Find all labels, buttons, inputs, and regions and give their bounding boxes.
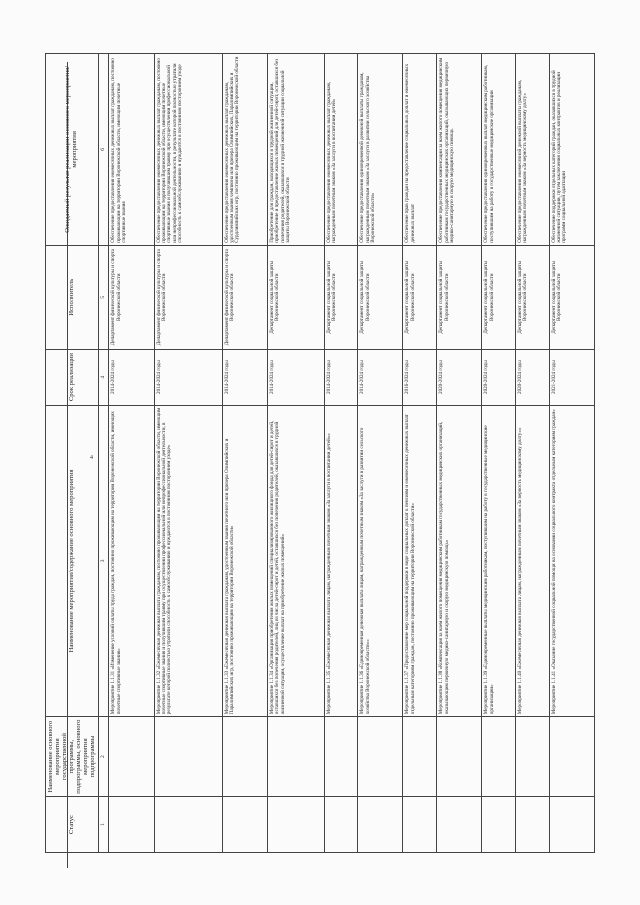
result-cell: Обеспечение предоставления ежемесячных денежных выплат гражданам, награжденным почетным знаком «За заслуги в воспитании детей» (324, 53, 358, 245)
table-row (403, 53, 437, 852)
header-executor: Исполнитель (46, 245, 99, 349)
status-cell (222, 796, 267, 852)
result-cell: Обеспечение предоставления ежемесячных денежных выплат гражданам, удостоенным звания чемпиона или призера Олимпийских, Паралимпийских и Сурдлимпийских игр, постоянно проживающим на территории Воронежской области (222, 53, 267, 245)
rotated-table-wrapper (45, 53, 595, 853)
name-cell (437, 716, 482, 796)
term-cell: 2014-2024 годы (358, 349, 403, 405)
event-cell: Мероприятие 1.1.35 «Ежемесячная денежная выплата лицам, награжденным почетным знаком «За заслуги в воспитании детей»» (324, 405, 358, 717)
status-cell (437, 796, 482, 852)
status-cell (403, 796, 437, 852)
col-number: 5 (99, 245, 109, 349)
header-result: Ожидаемый результат реализации основного мероприятия/ мероприятия (46, 53, 99, 245)
event-cell: Мероприятие 1.1.40 «Ежемесячная денежная выплата лицам, награжденным почетным знаком «За верность медицинскому долгу»» (516, 405, 550, 717)
header-term: Срок реализации (46, 349, 99, 405)
result-cell: Обеспечение поддержки отдельных категорий граждан, оказавшихся в трудной жизненной ситуации, путем заключения социальных контрактов и реализации программ социальной адаптации (549, 53, 594, 245)
event-cell: Мероприятие 1.1.31 «Изменение условий оплаты труда граждан, постоянно проживающим на территории Воронежской области, имеющих почетные спортивные звания» (109, 405, 154, 717)
result-cell: Обеспечение предоставления единовременных выплат медицинским работникам, поступившим на работу в государственные медицинские организации (482, 53, 516, 245)
term-cell: 2014-2024 годы (324, 349, 358, 405)
result-cell: Приобретение для граждан, находящихся в трудной жизненной ситуации, приобретение и предоставление жилых помещений для детей-сирот, оставшихся без попечения родителей, оказавшихся в трудной жизненной ситуации социальной защиты Воронежской области (267, 53, 324, 245)
name-cell (324, 716, 358, 796)
term-cell: 2021-2024 годы (549, 349, 594, 405)
term-cell: 2014-2024 годы (109, 349, 154, 405)
status-cell (549, 796, 594, 852)
event-cell: Мероприятие 1.1.41 «Оказание государственной социальной помощи на основании социального контракта отдельным категориям граждан» (549, 405, 594, 717)
table-row (109, 53, 154, 852)
executor-cell: Департамент социальной защиты Воронежской области (324, 245, 358, 349)
executor-cell: Департамент социальной защиты Воронежской области (482, 245, 516, 349)
table-row (154, 53, 222, 852)
table-row (267, 53, 324, 852)
name-cell (403, 716, 437, 796)
status-cell (358, 796, 403, 852)
header-event-name: Наименование мероприятия/содержание основного мероприятия (46, 405, 99, 717)
name-cell (109, 716, 154, 796)
status-cell (154, 796, 222, 852)
event-cell: Мероприятие 1.1.36 «Единовременная денежная выплата лицам, награжденным почетным знаком «За заслуги в развитии сельского хозяйства Воронежской области»» (358, 405, 403, 717)
table-row (324, 53, 358, 852)
column-number-row (99, 53, 109, 852)
events-table (45, 53, 595, 853)
table-row (437, 53, 482, 852)
name-cell (549, 716, 594, 796)
header-name: Наименование основного мероприятия государственной программы, подпрограммы, основного мероприятия подпрограммы (46, 716, 99, 796)
name-cell (267, 716, 324, 796)
name-cell (358, 716, 403, 796)
event-cell: Мероприятие 1.1.37 «Предоставление мер социальной поддержки в виде социальных доплат к пенсиям и ежемесячных денежных выплат отдельным категориям граждан, постоянно проживающим на территории Воронежской области» (403, 405, 437, 717)
executor-cell: Департамент социальной защиты Воронежской области (437, 245, 482, 349)
event-cell: Мероприятие 1.1.34 «Организация приобретения жилых помещений специализированного жилищного фонда для детей-сирот и детей, оставшихся без попечения родителей, лиц из числа детей-сирот и детей, оставшихся без попечения родителей, оказавшихся в трудной жизненной ситуации, осуществление выплат на приобретение жилых помещений» (267, 405, 324, 717)
event-cell: Мероприятие 1.1.39 «Единовременные выплаты медицинским работникам, поступившим на работу в государственные медицинские организации» (482, 405, 516, 717)
term-cell: 2014-2024 годы (267, 349, 324, 405)
term-cell: 2014-2024 годы (222, 349, 267, 405)
term-cell: 2020-2024 годы (437, 349, 482, 405)
col-number: 6 (99, 53, 109, 245)
result-cell: Обеспечение прав граждан на предоставление социальных доплат и ежемесячных денежных выплат (403, 53, 437, 245)
status-cell (482, 796, 516, 852)
col-number: 3 (99, 405, 109, 717)
term-cell: 2020-2024 годы (516, 349, 550, 405)
event-cell: Мероприятие 1.1.32 «Ежемесячная денежная выплата гражданам, постоянно проживающим на территории Воронежской области, имеющим почетные спортивные звания и получившим травму при осуществлении профессиональной или непрофессиональной деятельности, в результате которой полностью утратили способность к самообслуживанию и нуждаются в постоянном постороннем уходе» (154, 405, 222, 717)
result-cell: Обеспечение предоставления единовременной денежной выплаты гражданам, награжденным почетным знаком «За заслуги в развитии сельского хозяйства Воронежской области» (358, 53, 403, 245)
executor-cell: Департамент физической культуры и спорта Воронежской области (154, 245, 222, 349)
status-cell (267, 796, 324, 852)
table-row (222, 53, 267, 852)
col-number: 1 (99, 796, 109, 852)
executor-cell: Департамент социальной защиты Воронежской области (267, 245, 324, 349)
col-number: 2 (99, 716, 109, 796)
header-status: Статус (46, 796, 99, 852)
term-cell: 2014-2024 годы (154, 349, 222, 405)
name-cell (482, 716, 516, 796)
executor-cell: Департамент социальной защиты Воронежской области (358, 245, 403, 349)
table-row (549, 53, 594, 852)
result-cell: Обеспечение предоставления компенсации за наем жилого помещения медицинским работникам государственных медицинских организаций, оказывающих первичную медико-санитарную и скорую медицинскую помощь (437, 53, 482, 245)
name-cell (516, 716, 550, 796)
table-row (516, 53, 550, 852)
table-row (482, 53, 516, 852)
executor-cell: Департамент социальной защиты Воронежской области (403, 245, 437, 349)
status-cell (324, 796, 358, 852)
name-cell (222, 716, 267, 796)
executor-cell: Департамент социальной защиты Воронежской области (549, 245, 594, 349)
executor-cell: Департамент социальной защиты Воронежской области (516, 245, 550, 349)
executor-cell: Департамент физической культуры и спорта Воронежской области (222, 245, 267, 349)
header-row (46, 53, 99, 852)
result-cell: Обеспечение предоставления ежемесячных денежных выплат гражданам, постоянно проживающим на территории Воронежской области, имеющим почетные спортивные звания и получившим травму при осуществлении профессиональной или непрофессиональной деятельности, в результате которой полностью утратили способность к самообслуживанию и нуждаются в постоянном постороннем уходе (154, 53, 222, 245)
event-cell: Мероприятие 1.1.33 «Ежемесячная денежная выплата гражданам, удостоенным звания почетного или призера Олимпийских и Паралимпийских игр, постоянно проживающим на территории Воронежской области» (222, 405, 267, 717)
name-cell (154, 716, 222, 796)
col-number: 4 (99, 349, 109, 405)
status-cell (516, 796, 550, 852)
table-row (358, 53, 403, 852)
term-cell: 2020-2024 годы (482, 349, 516, 405)
status-cell (109, 796, 154, 852)
executor-cell: Департамент физической культуры и спорта Воронежской области (109, 245, 154, 349)
page-mark: 4 (90, 455, 93, 461)
result-cell: Обеспечение предоставления ежемесячной денежной выплаты гражданам, награжденным почетным знаком «За верность медицинскому долгу» (516, 53, 550, 245)
result-cell: Обеспечение предоставления ежемесячных денежных выплат гражданам, постоянно проживающим на территории Воронежской области, имеющим почетные спортивные звания (109, 53, 154, 245)
event-cell: Мероприятие 1.1.38 «Компенсация за наем жилого помещения медицинским работникам государственных медицинских организаций, оказывающим первичную медико-санитарную и скорую медицинскую помощь» (437, 405, 482, 717)
term-cell: 2016-2024 годы (403, 349, 437, 405)
